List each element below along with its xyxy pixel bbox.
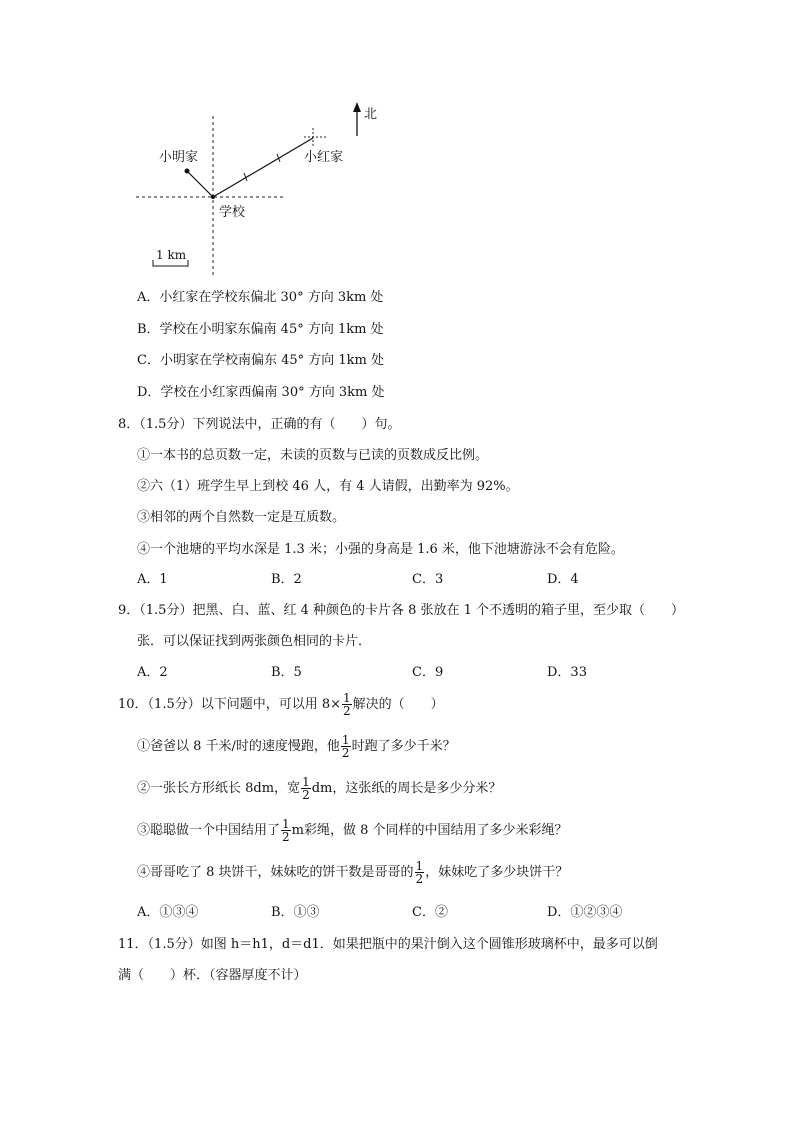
- q9-option-b: B．5: [271, 665, 302, 680]
- q8-option-b: B．2: [271, 572, 302, 587]
- q10-stem-pre: 10．（1.5分）以下问题中，可以用 8×: [118, 696, 342, 712]
- xiaoming-label: 小明家: [159, 150, 199, 165]
- q7-option-a: A．小红家在学校东偏北 30° 方向 3km 处: [137, 290, 384, 305]
- q10-item-1: ①爸爸以 8 千米/时的速度慢跑，他 $\frac{1}{2}$ 时跑了多少千米？: [137, 733, 456, 760]
- school-to-xiaoming-line: [187, 171, 213, 197]
- q11-line2: 满（ ）杯．（容器厚度不计）: [118, 968, 307, 983]
- q10-item3-fraction: $\frac{1}{2}$: [282, 817, 290, 844]
- q9-stem-line1: 9．（1.5分）把黑、白、蓝、红 4 种颜色的卡片各 8 张放在 1 个不透明的箱子里，至少取（ ）: [118, 603, 685, 618]
- q7-option-b: B．学校在小明家东偏南 45° 方向 1km 处: [137, 322, 384, 337]
- q7-option-c: C．小明家在学校南偏东 45° 方向 1km 处: [137, 353, 384, 368]
- q10-stem: [118, 692, 444, 717]
- q9-option-d: D．33: [547, 665, 587, 680]
- school-label: 学校: [219, 205, 246, 220]
- q10-stem-fraction: $\frac{1}{2}$: [343, 691, 351, 718]
- q11-line1: 11．（1.5分）如图 h＝h1，d＝d1．如果把瓶中的果汁倒入这个圆锥形玻璃杯中，最多可以倒: [118, 937, 658, 952]
- q8-item-3: ③相邻的两个自然数一定是互质数。: [137, 510, 346, 525]
- q10-stem-post: 解决的（ ）: [352, 696, 444, 712]
- xiaoming-point: [185, 169, 190, 174]
- q9-stem-line2: 张．可以保证找到两张颜色相同的卡片．: [137, 634, 372, 649]
- q10-item1-fraction: $\frac{1}{2}$: [341, 733, 350, 760]
- q8-option-c: C．3: [412, 572, 444, 587]
- q8-item-1: ①一本书的总页数一定，未读的页数与已读的页数成反比例。: [137, 448, 489, 463]
- q9-option-c: C．9: [412, 665, 444, 680]
- q10-item-2: ②一张长方形纸长 8dm，宽 $\frac{1}{2}$ dm，这张纸的周长是多少分米？: [137, 775, 502, 802]
- q8-option-d: D．4: [547, 572, 579, 587]
- q10-option-a: A．①③④: [137, 905, 199, 920]
- q8-stem: 8．（1.5分）下列说法中，正确的有（ ）句。: [118, 417, 401, 432]
- q9-option-a: A．2: [137, 665, 168, 680]
- scale-label: 1 km: [156, 248, 187, 262]
- q10-option-b: B．①③: [271, 905, 320, 920]
- north-label: 北: [364, 107, 378, 122]
- q10-item4-fraction: $\frac{1}{2}$: [415, 859, 424, 886]
- school-to-xiaohong-line: [213, 138, 313, 197]
- q7-option-d: D．学校在小红家西偏南 30° 方向 3km 处: [137, 385, 385, 400]
- q10-item-3: ③聪聪做一个中国结用了 $\frac{1}{2}$ m彩绳，做 8 个同样的中国结用了多少米彩绳？: [137, 817, 568, 844]
- q8-option-a: A．1: [137, 572, 168, 587]
- q10-item-4: ④哥哥吃了 8 块饼干，妹妹吃的饼干数是哥哥的 $\frac{1}{2}$ ，妹妹吃了多少块饼干？: [137, 859, 569, 886]
- school-point: [211, 195, 215, 199]
- q10-option-d: D．①②③④: [547, 905, 623, 920]
- q10-item2-fraction: $\frac{1}{2}$: [302, 775, 310, 802]
- xiaohong-label: 小红家: [304, 150, 344, 165]
- q8-item-2: ②六（1）班学生早上到校 46 人，有 4 人请假，出勤率为 92%。: [137, 479, 519, 494]
- q10-option-c: C．②: [412, 905, 448, 920]
- q8-item-4: ④一个池塘的平均水深是 1.3 米；小强的身高是 1.6 米，他下池塘游泳不会有危险。: [137, 542, 624, 557]
